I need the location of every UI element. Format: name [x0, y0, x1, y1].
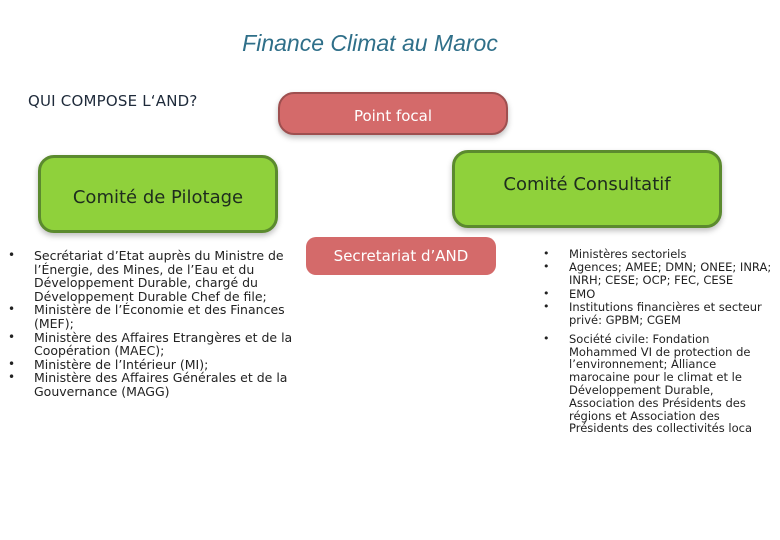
list-item	[0, 331, 300, 358]
bullet-icon: •	[543, 287, 550, 301]
point-focal-label: Point focal	[353, 106, 433, 125]
list-item	[535, 301, 775, 327]
list-item-text: Ministère des Affaires Générales et de la Gouvernance (MAGG)	[34, 370, 288, 399]
list-item	[535, 333, 775, 435]
bullet-icon: •	[8, 302, 16, 317]
bullet-icon: •	[8, 329, 16, 344]
list-item-text: Ministère des Affaires Etrangères et de la Coopération (MAEC);	[34, 329, 293, 359]
list-item	[0, 358, 300, 372]
bullet-icon: •	[543, 247, 550, 260]
bullet-icon: •	[8, 356, 16, 371]
secretariat-and-box	[306, 237, 496, 275]
pilotage-member-list	[0, 249, 300, 399]
bullet-icon: •	[543, 331, 550, 345]
list-item	[0, 371, 300, 398]
page-title: Finance Climat au Maroc	[242, 30, 498, 56]
list-item-text: Secrétariat d’Etat auprès du Ministre de l’Énergie, des Mines, de l’Eau et du Développement Durable, chargé du Développement Durable Chef de file;	[34, 248, 284, 304]
list-item-text: Institutions financières et secteur privé: GPBM; CGEM	[569, 300, 762, 327]
list-item-text: Ministère de l’Intérieur (MI);	[34, 356, 209, 372]
bullet-icon: •	[543, 300, 550, 314]
comite-consultatif-box	[452, 150, 722, 228]
list-item-text: Société civile: Fondation Mohammed VI de protection de l’environnement; Alliance marocaine pour le climat et le Développement Durable, Association des Présidents des régions et Association des Présidents des collectivités loca	[569, 331, 752, 436]
comite-pilotage-label: Comité de Pilotage	[72, 186, 244, 208]
bullet-icon: •	[8, 370, 16, 385]
point-focal-box	[278, 92, 508, 135]
list-item-text: EMO	[569, 287, 596, 302]
list-item	[0, 303, 300, 330]
section-subtitle: QUI COMPOSE L‘AND?	[28, 92, 198, 110]
list-item	[535, 261, 775, 287]
secretariat-and-label: Secretariat d’AND	[333, 247, 469, 265]
list-item-text: Agences; AMEE; DMN; ONEE; INRA; INRH; CESE; OCP; FEC, CESE	[569, 259, 772, 287]
list-item-text: Ministère de l’Économie et des Finances (MEF);	[34, 302, 285, 331]
list-item	[0, 249, 300, 303]
list-item-text: Ministères sectoriels	[569, 247, 687, 261]
bullet-icon: •	[8, 248, 16, 262]
comite-pilotage-box	[38, 155, 278, 233]
bullet-icon: •	[543, 259, 550, 273]
comite-consultatif-label: Comité Consultatif	[503, 173, 671, 195]
consultatif-member-list	[535, 248, 775, 435]
